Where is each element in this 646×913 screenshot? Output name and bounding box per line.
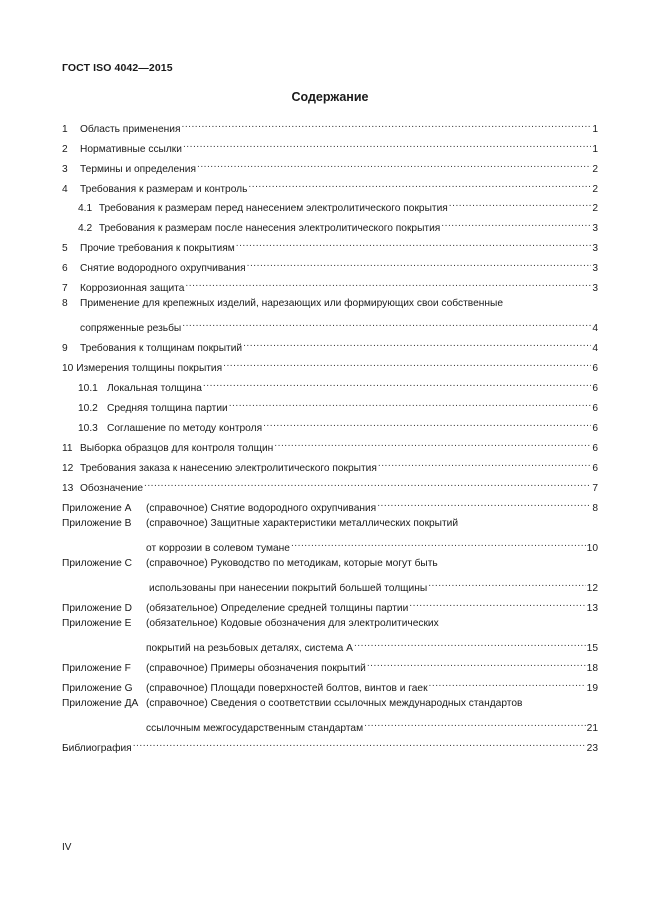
toc-text: Применение для крепежных изделий, нарезающих или формирующих свои собственные [80,298,503,309]
leader-dots [364,717,586,731]
toc-appendix-da[interactable] [62,697,598,711]
toc-page: 7 [592,483,598,494]
toc-number: 4 [62,184,68,195]
toc-appendix-d[interactable] [62,597,598,614]
toc-text: Требования заказа к нанесению электролитического покрытия [80,463,377,474]
toc-page: 18 [586,663,598,674]
appendix-label: Приложение А [62,503,132,514]
toc-text: Область применения [80,124,181,135]
toc-page: 3 [592,283,598,294]
toc-text: (справочное) Примеры обозначения покрытий [146,663,366,674]
leader-dots [354,637,586,651]
leader-dots [291,537,586,551]
toc-entry[interactable] [62,277,598,294]
toc-page: 3 [592,263,598,274]
appendix-label: Приложение В [62,518,132,529]
leader-dots [248,178,591,192]
toc-number: 4.1 [78,203,93,214]
leader-dots [377,497,591,511]
leader-dots [243,337,591,351]
toc-number: 1 [62,124,68,135]
toc-entry[interactable] [62,237,598,254]
toc-entry-continuation[interactable] [62,317,598,334]
leader-dots [429,677,586,691]
toc-appendix-f[interactable] [62,657,598,674]
leader-dots [133,737,586,751]
leader-dots [144,477,591,491]
leader-dots [185,277,591,291]
toc-text: Средняя толщина партии [107,403,228,414]
leader-dots [367,657,586,671]
leader-dots [378,457,591,471]
toc-text: Нормативные ссылки [80,144,182,155]
toc-entry[interactable] [62,178,598,195]
toc-page: 10 [586,543,598,554]
toc-number: 9 [62,343,68,354]
leader-dots [229,397,592,411]
toc-entry[interactable] [62,397,598,414]
toc-page: 19 [586,683,598,694]
toc-appendix-c[interactable] [62,557,598,571]
toc-text: (справочное) Защитные характеристики металлических покрытий [146,518,459,529]
toc-text: Соглашение по методу контроля [107,423,263,434]
leader-dots [223,357,591,371]
appendix-label: Приложение D [62,603,132,614]
leader-dots [247,257,592,271]
toc-appendix-a[interactable] [62,497,598,514]
toc-page: 2 [592,203,598,214]
toc-entry[interactable] [62,417,598,434]
toc-bibliography[interactable] [62,737,598,754]
toc-number: 4.2 [78,223,93,234]
toc-number: 10.3 [78,423,98,434]
leader-dots [182,317,591,331]
leader-dots [274,437,591,451]
toc-page: 6 [592,443,598,454]
toc-entry[interactable] [62,437,598,454]
leader-dots [197,158,591,172]
toc-text: Библиография [62,743,132,754]
toc-page: 1 [592,144,598,155]
toc-page: 4 [592,323,598,334]
toc-text: сопряженные резьбы [80,323,182,334]
toc-appendix-c-continuation[interactable] [62,577,598,594]
toc-page: 3 [592,223,598,234]
toc-page: 1 [592,124,598,135]
toc-text: ссылочным межгосударственным стандартам [146,723,364,734]
toc-entry[interactable] [62,357,598,374]
toc-page: 15 [586,643,598,654]
toc-text: покрытий на резьбовых деталях, система А [146,643,353,654]
toc-number: 10.1 [78,383,98,394]
toc-text: (справочное) Снятие водородного охрупчивания [146,503,377,514]
toc-appendix-b-continuation[interactable] [62,537,598,554]
toc-text: (справочное) Руководство по методикам, которые могут быть [146,558,438,569]
toc-entry[interactable] [62,457,598,474]
toc-text: от коррозии в солевом тумане [146,543,290,554]
toc-page: 21 [586,723,598,734]
leader-dots [441,217,591,231]
toc-entry[interactable] [62,197,598,214]
leader-dots [236,237,592,251]
toc-entry[interactable] [62,377,598,394]
leader-dots [263,417,591,431]
toc-text: Термины и определения [80,164,196,175]
toc-number: 8 [62,298,68,309]
toc-entry[interactable] [62,138,598,155]
toc-page: 13 [586,603,598,614]
toc-text: Требования к толщинам покрытий [80,343,243,354]
toc-number: 10.2 [78,403,98,414]
toc-appendix-da-continuation[interactable] [62,717,598,734]
toc-appendix-b[interactable] [62,517,598,531]
toc-appendix-e[interactable] [62,617,598,631]
toc-number: 11 [62,443,73,454]
toc-text: Снятие водородного охрупчивания [80,263,246,274]
toc-entry[interactable] [62,118,598,135]
toc-page: 6 [592,463,598,474]
toc-number: 2 [62,144,68,155]
toc-entry[interactable] [62,158,598,175]
toc-text: Обозначение [80,483,144,494]
toc-entry[interactable] [62,337,598,354]
toc-number: 5 [62,243,68,254]
toc-text: (обязательное) Кодовые обозначения для электролитических [146,618,439,629]
toc-page: 6 [592,383,598,394]
toc-text: Выборка образцов для контроля толщин [80,443,274,454]
toc-number: 12 [62,463,74,474]
toc-entry[interactable] [62,297,598,311]
toc-appendix-e-continuation[interactable] [62,637,598,654]
toc-text: (справочное) Площади поверхностей болтов, винтов и гаек [146,683,428,694]
toc-entry[interactable] [62,217,598,234]
appendix-label: Приложение ДА [62,698,139,709]
appendix-label: Приложение С [62,558,132,569]
leader-dots [183,138,591,152]
contents-title: Содержание [291,90,369,104]
toc-page: 6 [592,363,598,374]
toc-text: Требования к размерам после нанесения электролитического покрытия [98,223,441,234]
appendix-label: Приложение Е [62,618,132,629]
toc-number: 7 [62,283,68,294]
toc-page: 6 [592,423,598,434]
toc-page: 12 [586,583,598,594]
document-header: ГОСТ ISO 4042—2015 [62,62,173,74]
toc-text: Измерения толщины покрытия [76,363,223,374]
leader-dots [449,197,592,211]
toc-number: 3 [62,164,68,175]
toc-number: 10 [62,363,74,374]
toc-text: Прочие требования к покрытиям [80,243,235,254]
toc-page: 23 [586,743,598,754]
toc-page: 2 [592,164,598,175]
toc-page: 2 [592,184,598,195]
leader-dots [409,597,585,611]
page-number: IV [62,842,72,853]
leader-dots [181,118,591,132]
leader-dots [203,377,591,391]
toc-number: 6 [62,263,68,274]
toc-page: 6 [592,403,598,414]
leader-dots [428,577,585,591]
toc-text: использованы при нанесении покрытий большей толщины [149,583,428,594]
toc-text: Коррозионная защита [80,283,185,294]
toc-page: 4 [592,343,598,354]
toc-text: Требования к размерам перед нанесением электролитического покрытия [98,203,448,214]
toc-text: Локальная толщина [107,383,202,394]
appendix-label: Приложение G [62,683,133,694]
toc-page: 3 [592,243,598,254]
toc-entry[interactable] [62,257,598,274]
appendix-label: Приложение F [62,663,131,674]
toc-page: 8 [592,503,598,514]
toc-entry[interactable] [62,477,598,494]
toc-text: (обязательное) Определение средней толщины партии [146,603,409,614]
toc-text: (справочное) Сведения о соответствии ссылочных международных стандартов [146,698,523,709]
toc-appendix-g[interactable] [62,677,598,694]
toc-number: 13 [62,483,74,494]
toc-text: Требования к размерам и контроль [80,184,248,195]
